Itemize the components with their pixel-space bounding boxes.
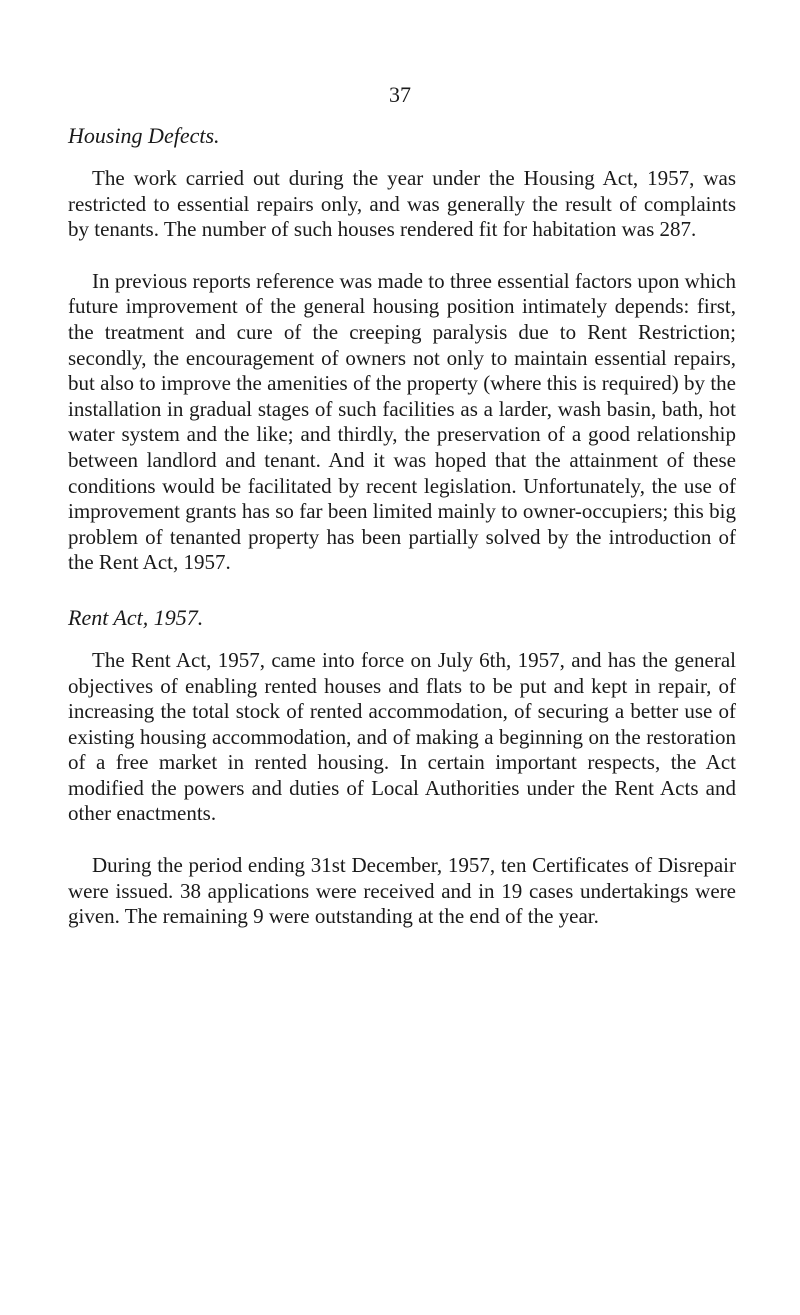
section-heading: Housing Defects. [68,123,220,148]
section-heading: Rent Act, 1957. [68,604,204,630]
paragraph: The Rent Act, 1957, came into force on July 6th, 1957, and has the general objectives of enabling rented houses and flats to be put and kept in repair, of increasing the total stock of rented accommodation, of securing a better use of existing housing accommodation, and of making a beginning on the restoration of a free market in rented housing. In certain important respects, the Act modified the powers and duties of Local Authorities under the Rent Acts and other enactments. [68,647,736,826]
paragraph: In previous reports reference was made to three essential factors upon which future improvement of the general housing position intimately depends: first, the treatment and cure of the creeping paralysis due to Rent Restriction; secondly, the encouragement of owners not only to maintain essential repairs, but also to improve the amenities of the property (where this is required) by the installation in gradual stages of such facilities as a larder, wash basin, bath, hot water system and the like; and thirdly, the preservation of a good relationship between landlord and tenant. And it was hoped that the attainment of these conditions would be facilitated by recent legislation. Unfortunately, the use of improvement grants has so far been limited mainly to owner-occupiers; this big problem of tenanted property has been partially solved by the introduction of the Rent Act, 1957. [68,268,736,575]
section-housing-defects [68,120,736,576]
page-number: 37 [389,82,411,107]
paragraph: During the period ending 31st December, 1957, ten Certificates of Disrepair were issued. 38 applications were received and in 19 cases undertakings were given. The remaining 9 were outstanding at the end of the year. [68,853,736,929]
paragraph: The work carried out during the year under the Housing Act, 1957, was restricted to essential repairs only, and was generally the result of complaints by tenants. The number of such houses rendered fit for habitation was 287. [68,166,736,242]
section-rent-act [68,602,736,930]
document-body [68,120,736,956]
